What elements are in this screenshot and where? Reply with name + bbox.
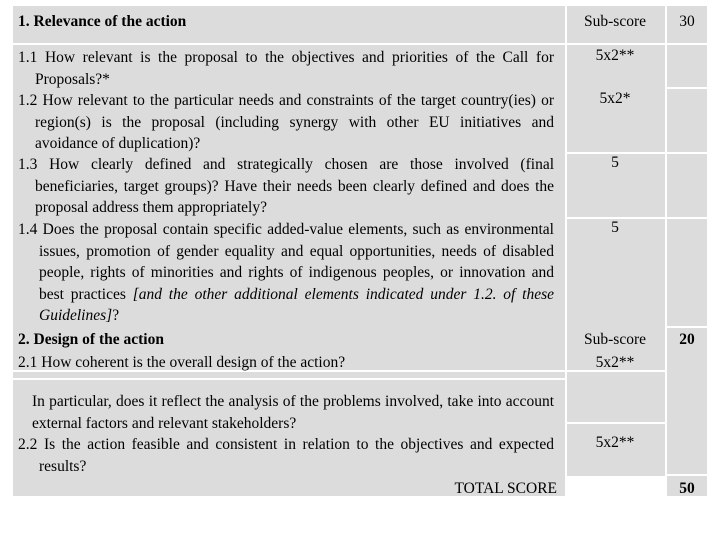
criterion-2-1-score: 5x2**: [595, 354, 635, 371]
criterion-1-2: [18, 90, 554, 155]
section-1-title: 1. Relevance of the action: [18, 13, 187, 30]
criterion-1-4-italic-note: [and the other additional elements indicated under 1.2. of these Guidelines]: [39, 285, 555, 324]
criterion-1-3: [18, 154, 554, 219]
criterion-1-3-score: 5: [611, 154, 619, 171]
criterion-2-2-text: 2.2 Is the action feasible and consistent in relation to the objectives and expected results?: [18, 436, 554, 475]
criterion-2-2: [18, 434, 554, 477]
criterion-1-1-text: 1.1 How relevant is the proposal to the objectives and priorities of the Call for Proposals?*: [18, 49, 554, 88]
criteria-divider-2: [13, 378, 565, 380]
row-divider-points-4: [667, 326, 707, 328]
points-column-body: [667, 45, 707, 496]
row-divider-points-5: [667, 474, 707, 476]
criterion-1-3-text: 1.3 How clearly defined and strategically chosen are those involved (final beneficiaries, target groups)? Have their needs been clearly defined and does the proposal address them appropriately?: [18, 156, 554, 216]
section-2-title: 2. Design of the action: [18, 331, 164, 348]
criterion-1-4: [18, 219, 554, 327]
total-score-label: TOTAL SCORE: [454, 480, 557, 497]
section-2-subscore-label: Sub-score: [584, 331, 646, 348]
criterion-2-2-score: 5x2**: [595, 434, 635, 451]
total-score-value: 50: [679, 480, 695, 497]
criterion-1-4-end: ?: [112, 307, 120, 324]
section-1-subscore-label: Sub-score: [584, 13, 646, 30]
row-divider-points-2: [667, 152, 707, 154]
row-divider-points-1: [667, 87, 707, 89]
criterion-1-4-score: 5: [611, 219, 619, 236]
criterion-1-4-text: 1.4 Does the proposal contain specific added-value elements, such as environmental issues, promotion of gender equality and equal opportunities, needs of disabled people, rights of minorities and rights of indigenous peoples, or innovation and best practices: [18, 221, 554, 303]
criterion-1-1: [18, 47, 554, 90]
criterion-1-1-score: 5x2**: [595, 47, 635, 64]
column-divider-2: [665, 6, 667, 496]
criterion-2-1-text: 2.1 How coherent is the overall design of the action?: [18, 354, 346, 371]
section-2-points: 20: [679, 331, 695, 348]
row-divider-points-3: [667, 217, 707, 219]
criterion-1-2-text: 1.2 How relevant to the particular needs and constraints of the target country(ies) or region(s) is the proposal (including synergy with other EU initiatives and avoidance of duplication)?: [18, 92, 554, 152]
row-divider-subscore-4: [567, 422, 665, 424]
criterion-2-1-detail: In particular, does it reflect the analysis of the problems involved, take into account external factors and relevant stakeholders?: [32, 393, 554, 432]
subscore-column-body: [565, 45, 665, 476]
section-1-points: 30: [679, 13, 695, 30]
criterion-1-2-score: 5x2*: [599, 90, 631, 107]
header-divider: [0, 43, 720, 45]
